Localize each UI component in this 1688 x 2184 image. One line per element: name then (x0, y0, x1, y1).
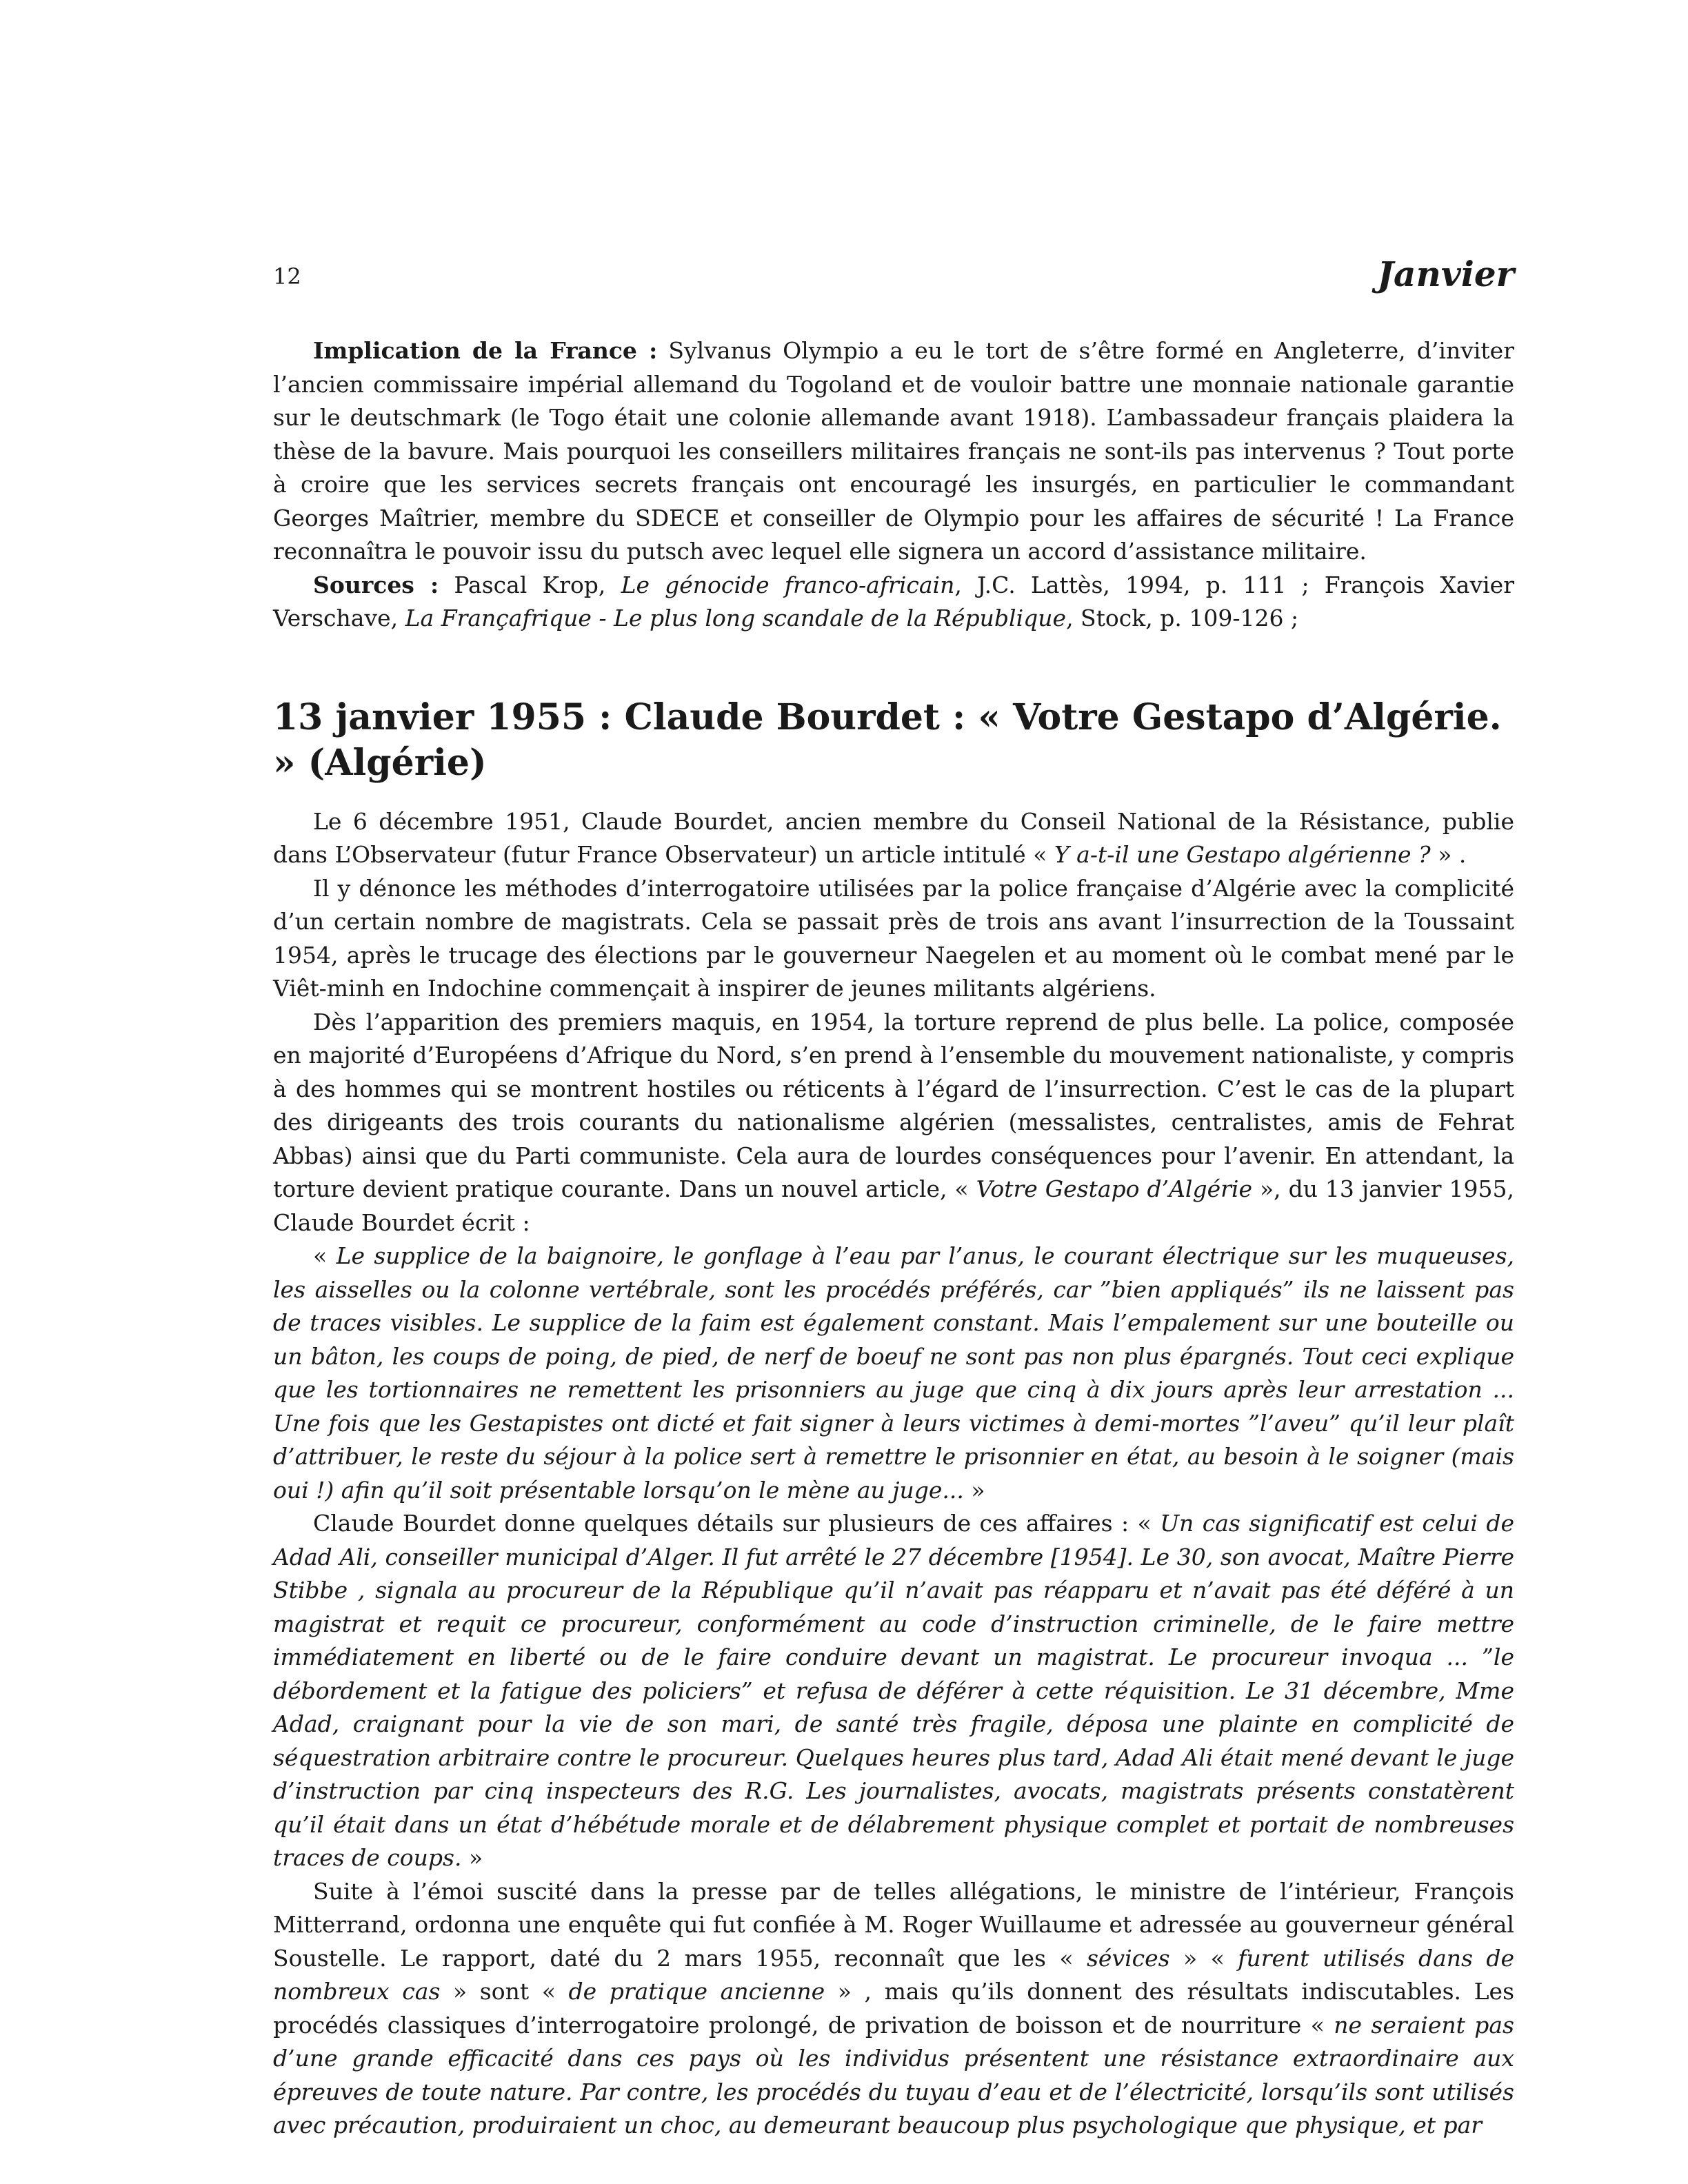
text: Suite à l’émoi suscité dans la presse par de telles allégations, le ministre de l’intérieur, François Mitterrand, ordonna une enquête qui fut confiée à M. Roger Wuillaume et adressée au gouverneur général Soustelle. Le rapport, daté du 2 mars 1955, reconnaît que les « (273, 1877, 1514, 1972)
implication-label: Implication de la France : (313, 337, 658, 364)
sources-text: , Stock, p. 109-126 ; (1066, 605, 1299, 631)
section-title: 13 janvier 1955 : Claude Bourdet : « Votre Gestapo d’Algérie. » (Algérie) (273, 696, 1502, 784)
quotation: Le supplice de la baignoire, le gonflage à l’eau par l’anus, le courant électrique sur les muqueuses, les aisselles ou la colonne vertébrale, sont les procédés préférés, car ”bien appliqués” ils ne laissent pas de traces visibles. Le supplice de la faim est également constant. Mais l’empalement sur une bouteille ou un bâton, les coups de poing, de pied, de nerf de boeuf ne sont pas non plus épargnés. Tout ceci explique que les tortionnaires ne remettent les prisonniers au juge que cinq à dix jours après leur arrestation ... Une fois que les Gestapistes ont dicté et fait signer à leurs victimes à demi-mortes ”l’aveu” qu’il leur plaît d’attribuer, le reste du séjour à la police sert à remettre le prisonnier en état, au besoin à le soigner (mais oui !) afin qu’il soit présentable lorsqu’on le mène au juge... (273, 1242, 1514, 1504)
implication-paragraph (273, 334, 1514, 569)
page-body (273, 334, 1514, 2143)
text: « (313, 1242, 336, 1269)
sources-text: , J.C. Lattès, 1994, p. 111 ; François Xavier Verschave, (273, 571, 1514, 631)
body-paragraph (273, 1006, 1514, 1240)
page-header (273, 254, 1514, 302)
source-title: La Françafrique - Le plus long scandale de la République (405, 605, 1067, 631)
text: » , mais qu’ils donnent des résultats indiscutables. Les procédés classiques d’interrogatoire prolongé, de privation de boisson et de nourriture « (273, 1978, 1514, 2039)
text: », du 13 janvier 1955, Claude Bourdet écrit : (273, 1175, 1514, 1236)
body-paragraph: Il y dénonce les méthodes d’interrogatoire utilisées par la police française d’Algérie avec la complicité d’un certain nombre de magistrats. Cela se passait près de trois ans avant l’insurrection de la Toussaint 1954, après le trucage des élections par le gouverneur Naegelen et au moment où le combat mené par le Viêt-minh en Indochine commençait à inspirer de jeunes militants algériens. (273, 874, 1514, 1002)
sources-text: Pascal Krop, (439, 571, 621, 598)
article-title: Y a-t-il une Gestapo algérienne ? (1054, 841, 1431, 868)
quotation: de pratique ancienne (568, 1978, 825, 2005)
quotation: Un cas significatif est celui de Adad Ali, conseiller municipal d’Alger. Il fut arrêté le 27 décembre [1954]. Le 30, son avocat, Maître Pierre Stibbe , signala au procureur de la République qu’il n’avait pas réapparu et n’avait pas été déféré à un magistrat et requit ce procureur, conformément au code d’instruction criminelle, de le faire mettre immédiatement en liberté ou de le faire conduire devant un magistrat. Le procureur invoqua ... ”le débordement et la fatigue des policiers” et refusa de déférer à cette réquisition. Le 31 décembre, Mme Adad, craignant pour la vie de son mari, de santé très fragile, déposa une plainte en complicité de séquestration arbitraire contre le procureur. Quelques heures plus tard, Adad Ali était mené devant le juge d’instruction par cinq inspecteurs des R.G. Les journalistes, avocats, magistrats présents constatèrent qu’il était dans un état d’hébétude morale et de délabrement physique complet et portait de nombreuses traces de coups. (273, 1510, 1514, 1871)
quotation: sévices (1087, 1944, 1170, 1972)
text: Le 6 décembre 1951, Claude Bourdet, ancien membre du Conseil National de la Résistance, publie dans L’Observateur (futur France Observateur) un article intitulé « (273, 807, 1514, 868)
quotation: furent utilisés dans de nombreux cas (273, 1944, 1515, 2005)
text: Claude Bourdet donne quelques détails sur plusieurs de ces affaires : « (313, 1510, 1160, 1537)
body-paragraph (273, 1875, 1514, 2143)
quotation: ne seraient pas d’une grande efficacité dans ces pays où les individus présentent une résistance extraordinaire aux épreuves de toute nature. Par contre, les procédés du tuyau d’eau et de l’électricité, lorsqu’ils sont utilisés avec précaution, produiraient un choc, au demeurant beaucoup plus psychologique que physique, et par (273, 2011, 1514, 2138)
article-title: Votre Gestapo d’Algérie (976, 1175, 1252, 1202)
running-title: Janvier (1377, 254, 1514, 294)
text: » (461, 1844, 483, 1871)
quote-paragraph (273, 1240, 1514, 1507)
text: Dès l’apparition des premiers maquis, en 1954, la torture reprend de plus belle. La police, composée en majorité d’Européens d’Afrique du Nord, s’en prend à l’ensemble du mouvement nationaliste, y compris à des hommes qui se montrent hostiles ou réticents à l’égard de l’insurrection. C’est le cas de la plupart des dirigeants des trois courants du nationalisme algérien (messalistes, centralistes, amis de Fehrat Abbas) ainsi que du Parti communiste. Cela aura de lourdes conséquences pour l’avenir. En attendant, la torture devient pratique courante. Dans un nouvel article, « (273, 1008, 1514, 1202)
sources-label: Sources : (313, 571, 439, 598)
source-title: Le génocide franco-africain (621, 571, 955, 598)
text: » (963, 1476, 985, 1504)
body-paragraph (273, 805, 1514, 872)
implication-text: Sylvanus Olympio a eu le tort de s’être formé en Angleterre, d’inviter l’ancien commissaire impérial allemand du Togoland et de vouloir battre une monnaie nationale garantie sur le deutschmark (le Togo était une colonie allemande avant 1918). L’ambassadeur français plaidera la thèse de la bavure. Mais pourquoi les conseillers militaires français ne sont-ils pas intervenus ? Tout porte à croire que les services secrets français ont encouragé les insurgés, en particulier le commandant Georges Maîtrier, membre du SDECE et conseiller de Olympio pour les affaires de sécurité ! La France reconnaîtra le pouvoir issu du putsch avec lequel elle signera un accord d’assistance militaire. (273, 337, 1514, 565)
page-number: 12 (273, 263, 301, 290)
sources-paragraph (273, 569, 1514, 636)
text: » . (1430, 841, 1467, 868)
body-paragraph (273, 1507, 1514, 1875)
text: » sont « (440, 1978, 569, 2005)
text: » « (1169, 1944, 1238, 1972)
